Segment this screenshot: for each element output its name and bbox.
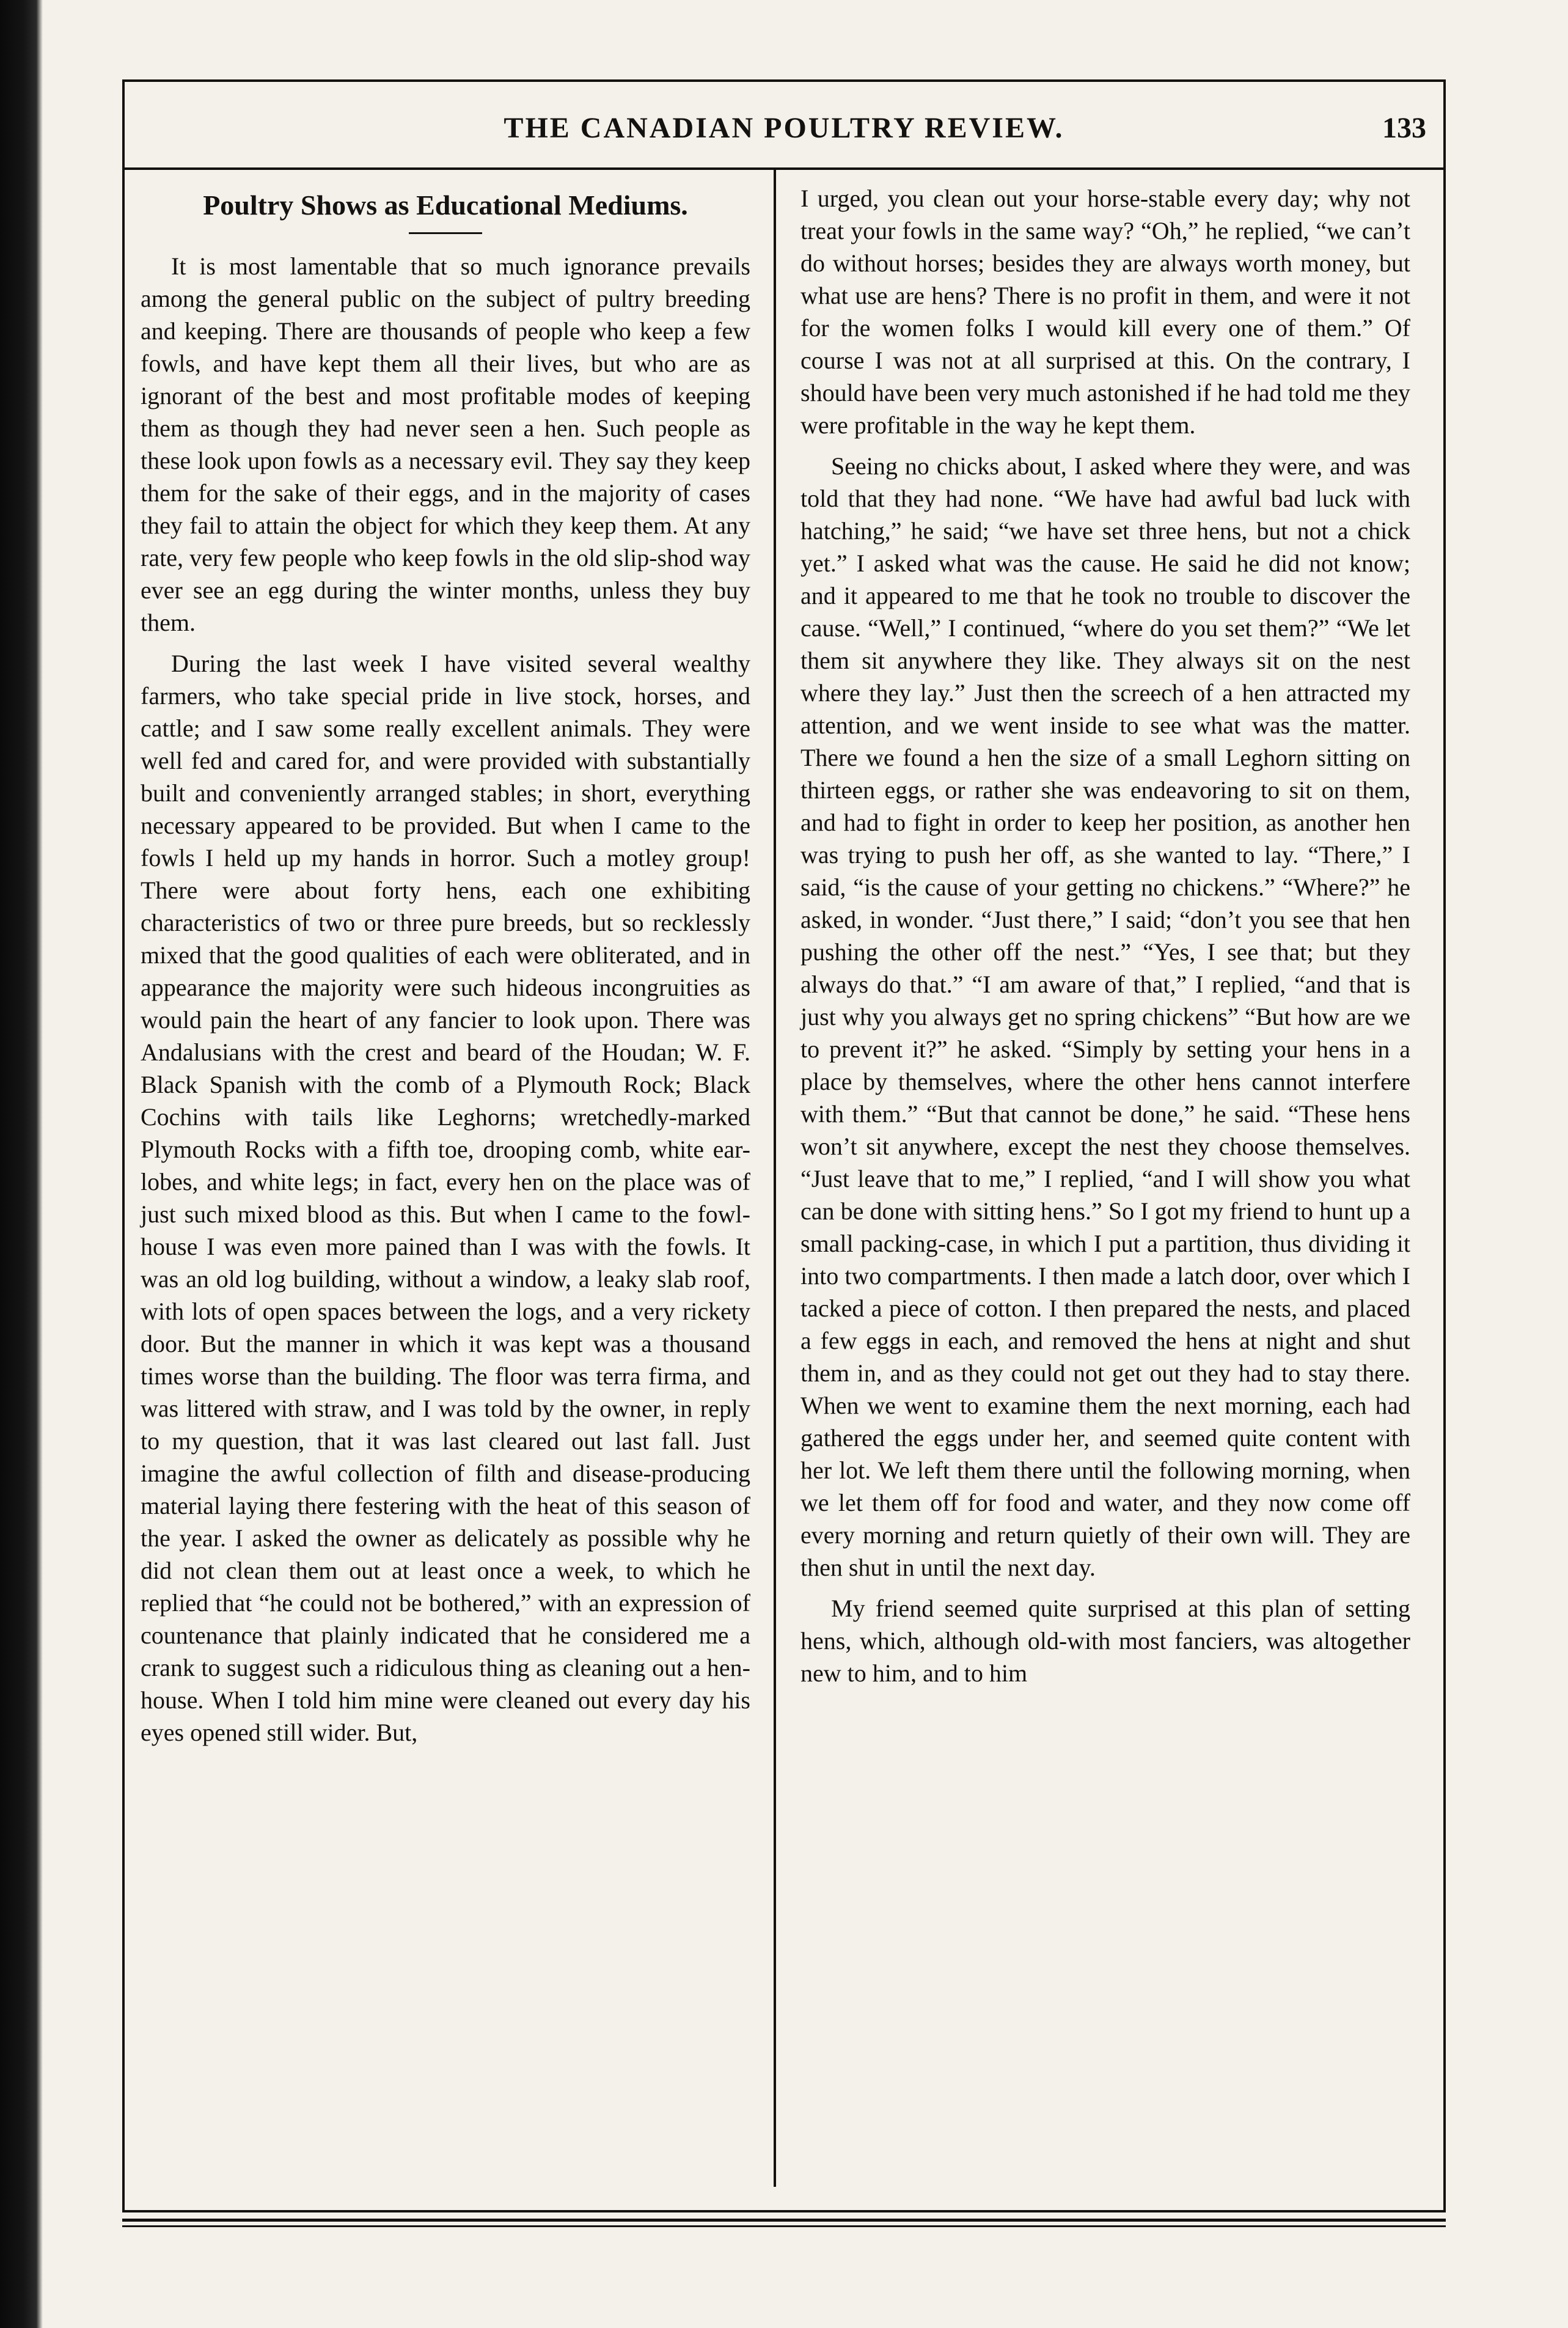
column-divider <box>774 170 776 2187</box>
bottom-rules <box>122 2219 1446 2231</box>
page-number: 133 <box>1382 112 1426 144</box>
left-column <box>125 182 766 2175</box>
paragraph: Seeing no chicks about, I asked where they were, and was told that they had none. “We have had awful bad luck with hatching,” he said; “we have set three hens, but not a chick yet.” I asked what was the cause. He said he did not know; and it appeared to me that he took no trouble to discover the cause. “Well,” I continued, “where do you set them?” “We let them sit anywhere they like. They always sit on the nest where they lay.” Just then the screech of a hen attracted my attention, and we went inside to see what was the matter. There we found a hen the size of a small Leghorn sitting on thirteen eggs, or rather she was endeavoring to sit on them, and had to fight in order to keep her position, as another hen was trying to push her off, as she wanted to lay. “There,” I said, “is the cause of your getting no chickens.” “Where?” he asked, in wonder. “Just there,” I said; “don’t you see that hen pushing the other off the nest.” “Yes, I see that; but they always do that.” “I am aware of that,” I replied, “and that is just why you always get no spring chickens” “But how are we to prevent it?” he asked. “Simply by setting your hens in a place by themselves, where the other hens cannot interfere with them.” “But that cannot be done,” he said. “These hens won’t sit anywhere, except the nest they choose themselves. “Just leave that to me,” I replied, “and I will show you what can be done with sitting hens.” So I got my friend to hunt up a small packing-case, in which I put a partition, thus dividing it into two compartments. I then made a latch door, over which I tacked a piece of cotton. I then prepared the nests, and placed a few eggs in each, and removed the hens at night and shut them in, and as they could not get out they had to stay there. When we went to examine them the next morning, each had gathered the eggs under her, and seemed quite content with her lot. We left them there until the following morning, when we let them off for food and water, and they now come off every morning and return quietly of their own will. They are then shut in until the next day. <box>800 452 1410 1581</box>
bottom-rule-thick <box>122 2219 1446 2222</box>
paragraph: During the last week I have visited several wealthy farmers, who take special pride in live stock, horses, and cattle; and I saw some really excellent animals. They were well fed and cared for, and were provided with substantially built and conveniently arranged stables; in short, everything necessary appeared to be provided. But when I came to the fowls I held up my hands in horror. Such a motley group! There were about forty hens, each one exhibiting characteristics of two or three pure breeds, but so recklessly mixed that the good qualities of each were obliterated, and in appearance the majority were such hideous incongruities as would pain the heart of any fancier to look upon. There was Andalusians with the crest and beard of the Houdan; W. F. Black Spanish with the comb of a Plymouth Rock; Black Cochins with tails like Leghorns; wretchedly-marked Plymouth Rocks with a fifth toe, drooping comb, white ear-lobes, and white legs; in fact, every hen on the place was of just such mixed blood as this. But when I came to the fowl-house I was even more pained than I was with the fowls. It was an old log building, without a window, a leaky slab roof, with lots of open spaces between the logs, and a very rickety door. But the manner in which it was kept was a thousand times worse than the building. The floor was terra firma, and was littered with straw, and I was told by the owner, in reply to my question, that it was last cleared out last fall. Just imagine the awful collection of filth and disease-producing material laying there festering with the heat of this season of the year. I asked the owner as delicately as possible why he did not clean them out at least once a week, to which he replied that “he could not be bothered,” with an expression of countenance that plainly indicated that he considered me a crank to suggest such a ridiculous thing as cleaning out a hen-house. When I told him mine were cleaned out every day his eyes opened still wider. But, <box>141 650 750 1746</box>
title-rule <box>409 232 482 234</box>
article-title: Poultry Shows as Educational Mediums. <box>203 189 688 221</box>
page-header <box>125 82 1443 167</box>
paragraph: I urged, you clean out your horse-stable every day; why not treat your fowls in the same way? “Oh,” he replied, “we can’t do without horses; besides they are always worth money, but what use are hens? There is no profit in them, and were it not for the women folks I would kill every one of them.” Of course I was not at all surprised at this. On the contrary, I should have been very much astonished if he had told me they were profitable in the way he kept them. <box>800 185 1410 439</box>
bottom-rule-thin <box>122 2225 1446 2227</box>
scan-edge <box>0 0 43 2328</box>
right-column <box>785 182 1426 2175</box>
paragraph: It is most lamentable that so much ignorance prevails among the general public on the subject of pultry breeding and keeping. There are thousands of people who keep a few fowls, and have kept them all their lives, but who are as ignorant of the best and most profitable modes of keeping them as though they had never seen a hen. Such people as these look upon fowls as a necessary evil. They say they keep them for the sake of their eggs, and in the majority of cases they fail to attain the object for which they keep them. At any rate, very few people who keep fowls in the old slip-shod way ever see an egg during the winter months, unless they buy them. <box>141 252 750 636</box>
paragraph: My friend seemed quite surprised at this plan of setting hens, which, although old-with most fanciers, was altogether new to him, and to him <box>800 1595 1410 1687</box>
publication-title: THE CANADIAN POULTRY REVIEW. <box>504 112 1064 144</box>
page-frame <box>122 79 1446 2212</box>
article-columns <box>125 170 1443 2187</box>
